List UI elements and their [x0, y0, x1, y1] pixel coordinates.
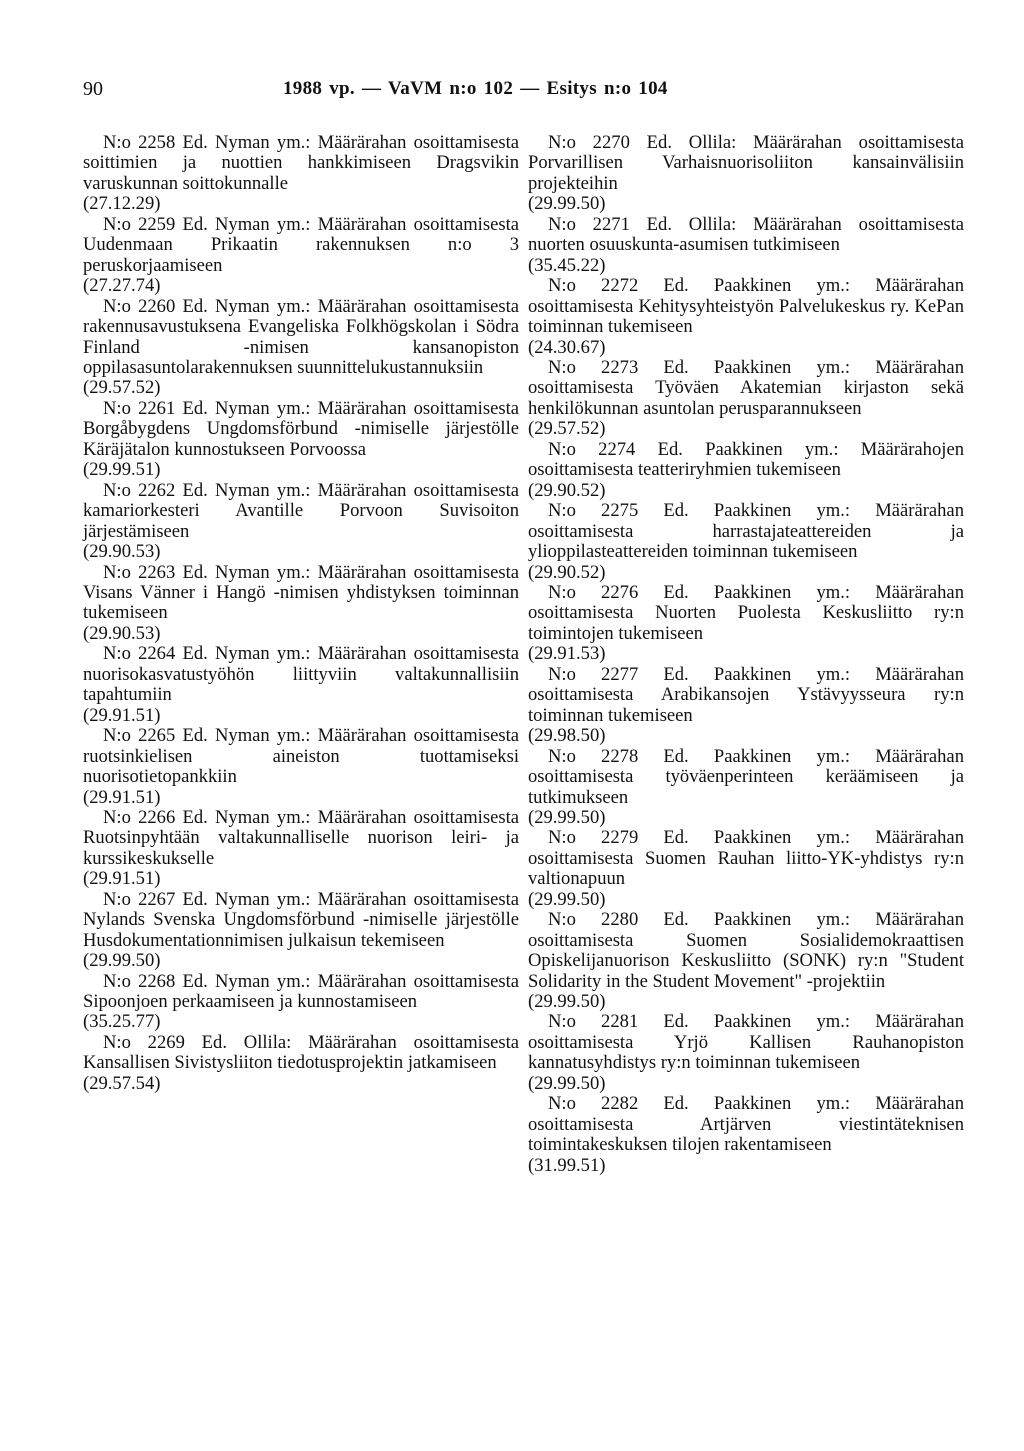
bill-entry: [528, 440, 964, 501]
budget-reference: (29.98.50): [528, 725, 606, 747]
budget-reference: (24.30.67): [528, 336, 606, 358]
entry-text: N:o 2274 Ed. Paakkinen ym.: Määrärahojen osoittamisesta teatteriryhmien tukemiseen: [528, 438, 964, 481]
bill-entry: [528, 910, 964, 1012]
bill-entry: [528, 665, 964, 747]
entry-text: N:o 2263 Ed. Nyman ym.: Määrärahan osoittamisesta Visans Vänner i Hangö -nimisen yhdistyksen toiminnan tukemiseen: [83, 561, 519, 624]
entry-text: N:o 2271 Ed. Ollila: Määrärahan osoittamisesta nuorten osuuskunta-asumisen tutkimiseen: [528, 213, 964, 256]
entry-text: N:o 2277 Ed. Paakkinen ym.: Määrärahan osoittamisesta Arabikansojen Ystävyysseura ry:n toiminnan tukemiseen: [528, 663, 964, 726]
budget-reference: (29.57.52): [528, 418, 606, 440]
entry-text: N:o 2270 Ed. Ollila: Määrärahan osoittamisesta Porvarillisen Varhaisnuorisoliiton kansainvälisiin projekteihin: [528, 132, 964, 194]
entry-text: N:o 2260 Ed. Nyman ym.: Määrärahan osoittamisesta rakennusavustuksena Evangeliska Folkhögskolan i Södra Finland -nimisen kansanopiston oppilasasuntolarakennuksen suunnittelukustannuksiin: [83, 295, 519, 378]
budget-reference: (31.99.51): [528, 1154, 606, 1176]
entry-text: N:o 2272 Ed. Paakkinen ym.: Määrärahan osoittamisesta Kehitysyhteistyön Palvelukeskus ry. KePan toiminnan tukemiseen: [528, 275, 964, 338]
budget-reference: (29.99.50): [528, 1072, 606, 1094]
budget-reference: (29.91.51): [83, 786, 161, 808]
budget-reference: (29.99.50): [528, 806, 606, 828]
bill-entry: [528, 583, 964, 665]
entry-text: N:o 2261 Ed. Nyman ym.: Määrärahan osoittamisesta Borgåbygdens Ungdomsförbund -nimiselle järjestölle Käräjätalon kunnostukseen Porvoossa: [83, 397, 519, 460]
bill-entry: [83, 399, 519, 481]
bill-entry: [83, 563, 519, 645]
bill-entry: [528, 1012, 964, 1094]
entry-text: N:o 2273 Ed. Paakkinen ym.: Määrärahan osoittamisesta Työväen Akatemian kirjaston sekä henkilökunnan asuntolan perusparannukseen: [528, 356, 964, 419]
right-column: [528, 133, 964, 1176]
budget-reference: (29.57.52): [83, 377, 161, 399]
bill-entry: [83, 644, 519, 726]
entry-text: N:o 2268 Ed. Nyman ym.: Määrärahan osoittamisesta Sipoonjoen perkaamiseen ja kunnostamiseen: [83, 970, 519, 1013]
entry-text: N:o 2275 Ed. Paakkinen ym.: Määrärahan osoittamisesta harrastajateattereiden ja ylioppilasteattereiden toiminnan tukemiseen: [528, 500, 964, 563]
budget-reference: (29.91.51): [83, 868, 161, 890]
bill-entry: [83, 215, 519, 297]
budget-reference: (35.45.22): [528, 254, 606, 276]
entry-text: N:o 2262 Ed. Nyman ym.: Määrärahan osoittamisesta kamariorkesteri Avantille Porvoon Suvisoiton järjestämiseen: [83, 479, 519, 542]
budget-reference: (29.91.51): [83, 704, 161, 726]
budget-reference: (29.99.50): [528, 193, 606, 215]
entry-text: N:o 2269 Ed. Ollila: Määrärahan osoittamisesta Kansallisen Sivistysliiton tiedotusprojektin jatkamiseen: [83, 1031, 519, 1074]
entry-text: N:o 2267 Ed. Nyman ym.: Määrärahan osoittamisesta Nylands Svenska Ungdomsförbund -nimiselle järjestölle Husdokumentationnimisen julkaisun tekemiseen: [83, 888, 519, 951]
entry-text: N:o 2259 Ed. Nyman ym.: Määrärahan osoittamisesta Uudenmaan Prikaatin rakennuksen n:o 3 peruskorjaamiseen: [83, 213, 519, 276]
bill-entry: [83, 726, 519, 808]
budget-reference: (29.90.52): [528, 479, 606, 501]
entry-text: N:o 2282 Ed. Paakkinen ym.: Määrärahan osoittamisesta Artjärven viestintäteknisen toimintakeskuksen tilojen rakentamiseen: [528, 1093, 964, 1156]
bill-entry: [528, 276, 964, 358]
budget-reference: (29.99.50): [528, 991, 606, 1013]
budget-reference: (29.99.51): [83, 459, 161, 481]
budget-reference: (29.91.53): [528, 643, 606, 665]
budget-reference: (35.25.77): [83, 1011, 161, 1033]
bill-entry: [528, 358, 964, 440]
entry-text: N:o 2258 Ed. Nyman ym.: Määrärahan osoittamisesta soittimien ja nuottien hankkimiseen Dragsvikin varuskunnan soittokunnalle: [83, 132, 519, 194]
entry-text: N:o 2266 Ed. Nyman ym.: Määrärahan osoittamisesta Ruotsinpyhtään valtakunnalliselle nuorison leiri- ja kurssikeskukselle: [83, 806, 519, 869]
bill-entry: [83, 1033, 519, 1094]
budget-reference: (29.90.52): [528, 561, 606, 583]
bill-entry: [83, 481, 519, 563]
bill-entry: [83, 297, 519, 399]
budget-reference: (27.27.74): [83, 275, 161, 297]
entry-text: N:o 2279 Ed. Paakkinen ym.: Määrärahan osoittamisesta Suomen Rauhan liitto-YK-yhdistys ry:n valtionapuun: [528, 827, 964, 890]
entry-text: N:o 2265 Ed. Nyman ym.: Määrärahan osoittamisesta ruotsinkielisen aineiston tuottamiseksi nuorisotietopankkiin: [83, 725, 519, 788]
budget-reference: (29.90.53): [83, 541, 161, 563]
bill-entry: [528, 501, 964, 583]
bill-entry: [83, 972, 519, 1033]
entry-text: N:o 2280 Ed. Paakkinen ym.: Määrärahan osoittamisesta Suomen Sosialidemokraattisen Opiskelijanuorison Keskusliitto (SONK) ry:n "Student Solidarity in the Student Movement" -projektiin: [528, 909, 964, 992]
entry-text: N:o 2276 Ed. Paakkinen ym.: Määrärahan osoittamisesta Nuorten Puolesta Keskusliitto ry:n toimintojen tukemiseen: [528, 581, 964, 644]
bill-entry: [83, 890, 519, 972]
budget-reference: (29.99.50): [83, 950, 161, 972]
budget-reference: (29.99.50): [528, 888, 606, 910]
bill-entry: [528, 747, 964, 829]
bill-entry: [528, 133, 964, 215]
budget-reference: (27.12.29): [83, 193, 161, 215]
left-column: [83, 133, 519, 1094]
budget-reference: (29.90.53): [83, 622, 161, 644]
bill-entry: [83, 808, 519, 890]
page-number: 90: [83, 78, 103, 100]
budget-reference: (29.57.54): [83, 1072, 161, 1094]
bill-entry: [528, 828, 964, 910]
bill-entry: [83, 133, 519, 215]
page-header: [83, 78, 943, 108]
entry-text: N:o 2278 Ed. Paakkinen ym.: Määrärahan osoittamisesta työväenperinteen keräämiseen ja tutkimukseen: [528, 745, 964, 808]
entry-text: N:o 2281 Ed. Paakkinen ym.: Määrärahan osoittamisesta Yrjö Kallisen Rauhanopiston kannatusyhdistys ry:n toiminnan tukemiseen: [528, 1011, 964, 1074]
entry-text: N:o 2264 Ed. Nyman ym.: Määrärahan osoittamisesta nuorisokasvatustyöhön liittyviin valtakunnallisiin tapahtumiin: [83, 643, 519, 706]
bill-entry: [528, 1094, 964, 1176]
bill-entry: [528, 215, 964, 276]
running-title: 1988 vp. — VaVM n:o 102 — Esitys n:o 104: [283, 78, 668, 99]
